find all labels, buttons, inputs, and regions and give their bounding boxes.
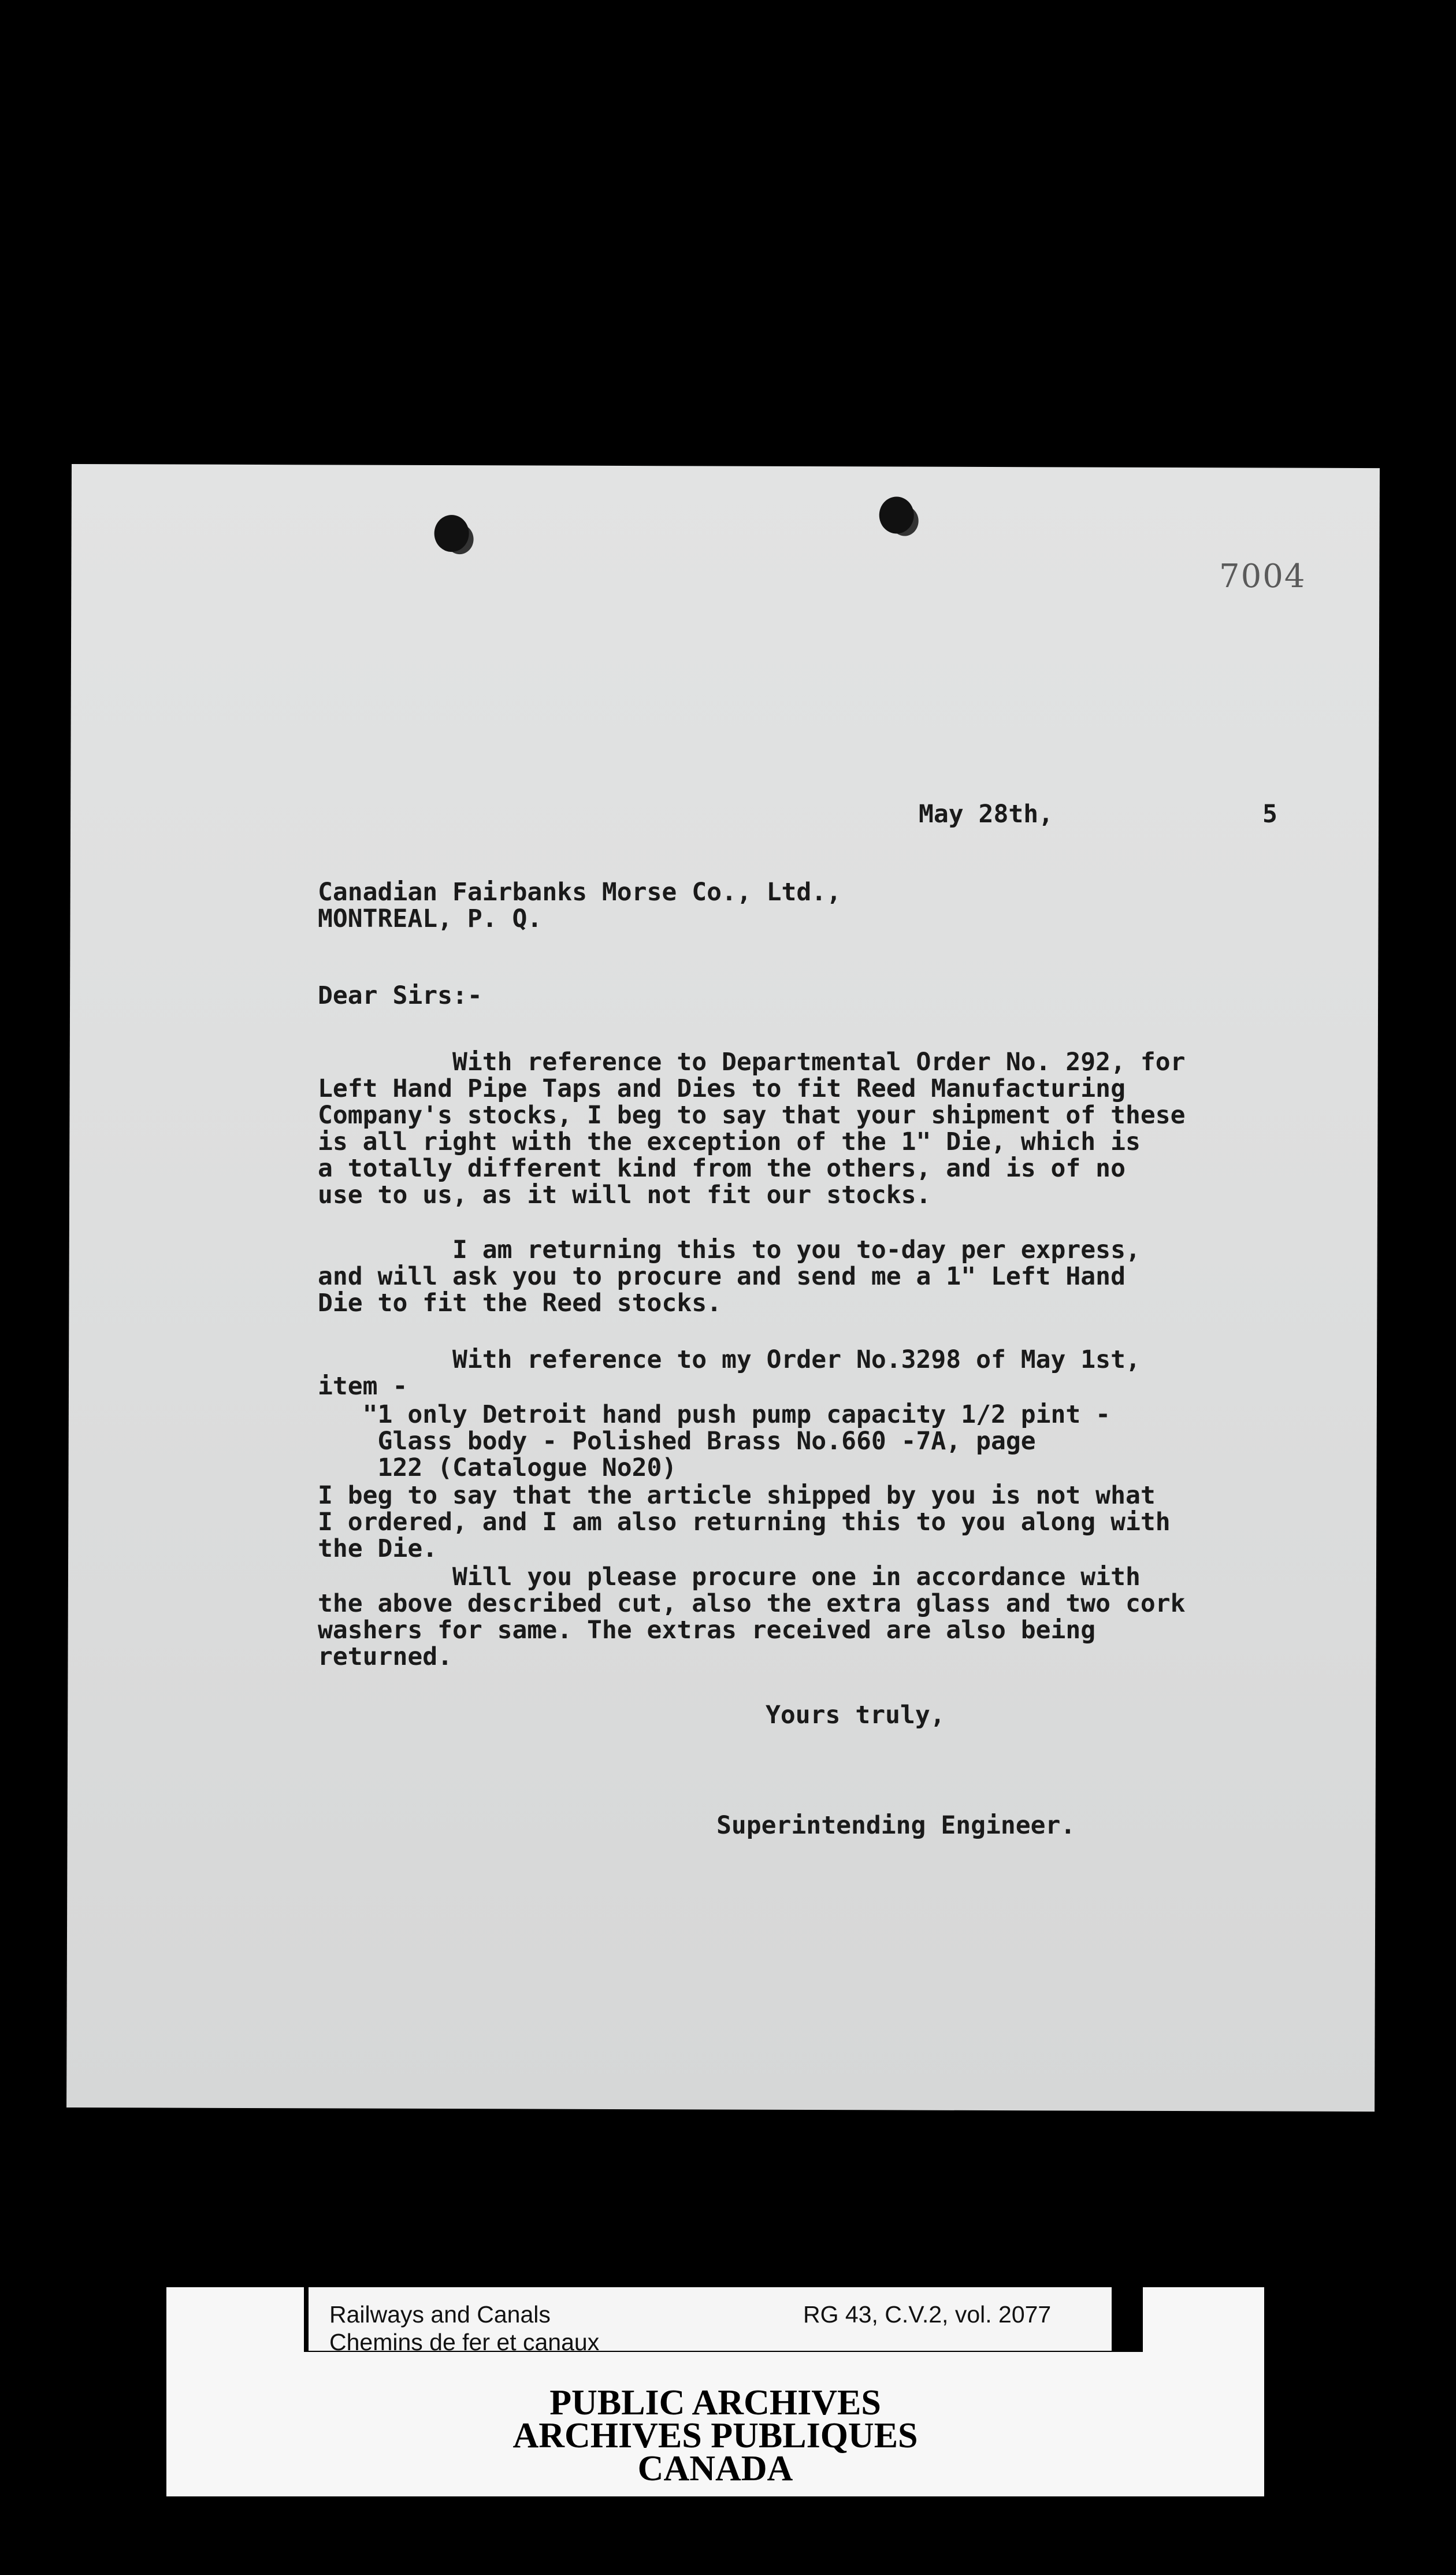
page-mark: 5 [1262,800,1277,829]
paragraph-line: a totally different kind from the others, and is of no [318,1154,1126,1183]
recipient-city: MONTREAL, P. Q. [318,904,543,933]
department-fr: Chemins de fer et canaux [329,2329,600,2355]
paragraph-line: I beg to say that the article shipped by you is not what [318,1481,1156,1510]
closing: Yours truly, [766,1701,945,1730]
paragraph-line: Company's stocks, I beg to say that your shipment of these [318,1101,1186,1130]
salutation: Dear Sirs:- [318,981,482,1010]
paragraph-line: washers for same. The extras received are also being [318,1616,1096,1645]
paragraph-line: I am returning this to you to-day per express, [318,1235,1141,1264]
paragraph-line: is all right with the exception of the 1" Die, which is [318,1127,1141,1156]
paragraph-line: 122 (Catalogue No20) [318,1453,677,1482]
punch-hole-right [879,496,914,533]
archives-heading [166,2383,1264,2488]
paragraph-line: "1 only Detroit hand push pump capacity 1/2 pint - [318,1400,1111,1429]
archives-fr: ARCHIVES PUBLIQUES [512,2416,918,2455]
archives-en: PUBLIC ARCHIVES [549,2383,881,2422]
paragraph-line: I ordered, and I am also returning this to you along with [318,1508,1171,1537]
label-frame-right [1143,2287,1264,2352]
paragraph-line: item - [318,1372,408,1401]
archive-reference: RG 43, C.V.2, vol. 2077 [803,2301,1052,2328]
department-en: Railways and Canals [329,2301,551,2328]
paragraph-line: returned. [318,1642,452,1671]
paragraph-line: the Die. [318,1534,438,1563]
paragraph-line: Will you please procure one in accordance with [318,1563,1141,1591]
paragraph-line: Glass body - Polished Brass No.660 -7A, page [318,1427,1036,1456]
paragraph-line: the above described cut, also the extra glass and two cork [318,1589,1186,1618]
letter-date: May 28th, [919,800,1053,829]
recipient-name: Canadian Fairbanks Morse Co., Ltd., [318,878,842,907]
paragraph-line: use to us, as it will not fit our stocks. [318,1181,931,1209]
punch-hole-left [434,515,469,552]
archives-country: CANADA [637,2449,793,2488]
signature-title: Superintending Engineer. [716,1811,1076,1840]
label-frame-left [166,2287,304,2352]
paragraph-line: Die to fit the Reed stocks. [318,1289,722,1318]
paragraph-line: With reference to my Order No.3298 of May 1st, [318,1345,1141,1374]
paragraph-line: Left Hand Pipe Taps and Dies to fit Reed Manufacturing [318,1074,1126,1103]
paragraph-line: and will ask you to procure and send me a 1" Left Hand [318,1262,1126,1291]
archive-page-number: 7004 [1219,558,1306,595]
paragraph-line: With reference to Departmental Order No. 292, for [318,1048,1186,1077]
